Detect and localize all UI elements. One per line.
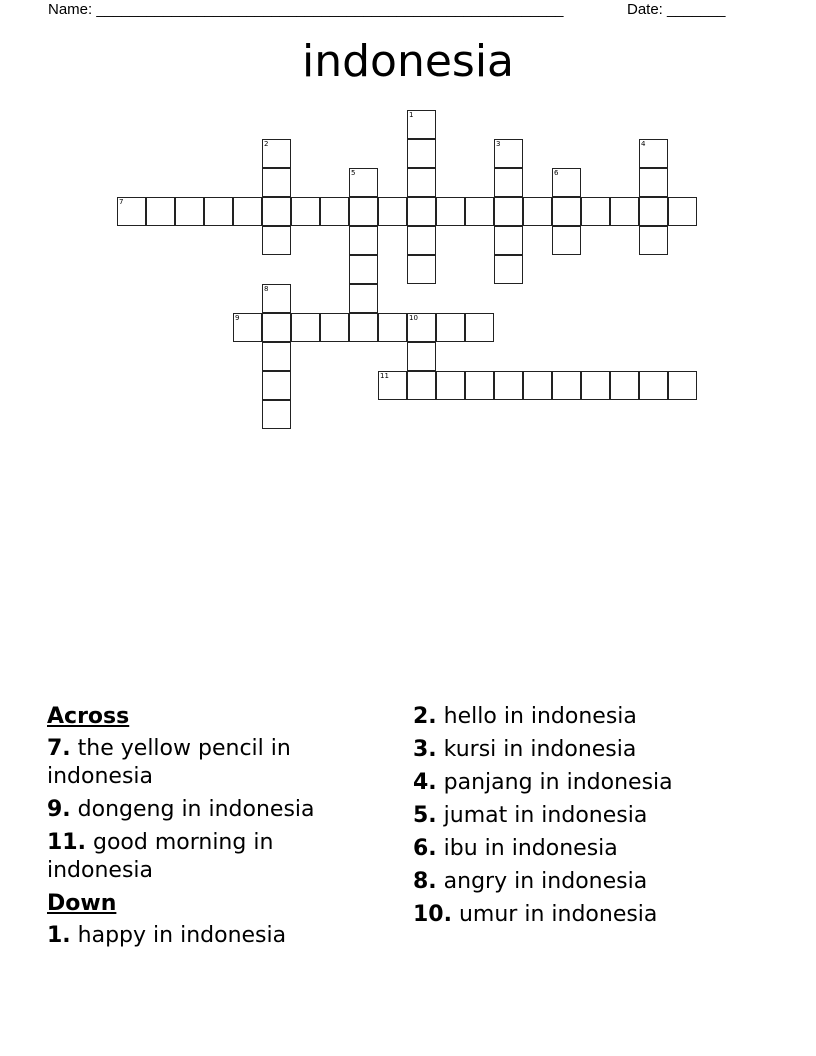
grid-cell	[320, 313, 349, 342]
clue-number: 1.	[47, 923, 71, 948]
grid-cell	[436, 371, 465, 400]
grid-cell	[262, 342, 291, 371]
grid-cell	[407, 313, 436, 342]
grid-cell	[233, 313, 262, 342]
grid-cell	[407, 110, 436, 139]
grid-cell	[407, 371, 436, 400]
clue-number: 8.	[413, 869, 437, 894]
grid-cell	[407, 255, 436, 284]
clue-across-7	[47, 735, 377, 791]
clue-number: 3.	[413, 737, 437, 762]
clue-number-label: 11	[380, 372, 389, 380]
clue-text: jumat in indonesia	[443, 803, 648, 828]
grid-cell	[668, 197, 697, 226]
grid-cell	[407, 342, 436, 371]
clue-number-label: 1	[409, 111, 414, 119]
grid-cell	[494, 139, 523, 168]
clue-text: happy in indonesia	[77, 923, 287, 948]
grid-cell	[494, 371, 523, 400]
grid-cell	[523, 197, 552, 226]
clues-column-left	[47, 703, 377, 955]
clue-text: angry in indonesia	[443, 869, 648, 894]
grid-cell	[262, 139, 291, 168]
clue-number-label: 6	[554, 169, 559, 177]
clues-column-right	[413, 703, 793, 934]
clue-number-label: 3	[496, 140, 501, 148]
grid-cell	[233, 197, 262, 226]
clue-down-5	[413, 802, 793, 830]
grid-cell	[552, 197, 581, 226]
clue-number: 4.	[413, 770, 437, 795]
grid-cell	[494, 255, 523, 284]
clue-down-10	[413, 901, 793, 929]
grid-cell	[291, 313, 320, 342]
grid-cell	[407, 226, 436, 255]
grid-cell	[436, 313, 465, 342]
clue-text: good morning in indonesia	[47, 830, 274, 883]
clue-number-label: 7	[119, 198, 124, 206]
clue-number: 11.	[47, 830, 86, 855]
grid-cell	[349, 197, 378, 226]
grid-cell	[349, 255, 378, 284]
grid-cell	[494, 226, 523, 255]
grid-cell	[320, 197, 349, 226]
name-field: Name: ________________________________________________________	[48, 1, 564, 18]
clue-number-label: 4	[641, 140, 646, 148]
clue-number: 2.	[413, 704, 437, 729]
grid-cell	[465, 313, 494, 342]
grid-cell	[552, 226, 581, 255]
clue-number-label: 10	[409, 314, 418, 322]
clue-down-3	[413, 736, 793, 764]
clue-down-1	[47, 922, 377, 950]
clue-across-9	[47, 796, 377, 824]
clue-number: 6.	[413, 836, 437, 861]
grid-cell	[349, 313, 378, 342]
grid-cell	[552, 371, 581, 400]
grid-cell	[378, 313, 407, 342]
grid-cell	[349, 168, 378, 197]
grid-cell	[117, 197, 146, 226]
grid-cell	[407, 139, 436, 168]
grid-cell	[494, 197, 523, 226]
grid-cell	[407, 168, 436, 197]
clue-text: hello in indonesia	[443, 704, 637, 729]
grid-cell	[465, 371, 494, 400]
grid-cell	[436, 197, 465, 226]
grid-cell	[610, 371, 639, 400]
grid-cell	[262, 371, 291, 400]
grid-cell	[204, 197, 233, 226]
grid-cell	[291, 197, 320, 226]
grid-cell	[668, 371, 697, 400]
clue-text: umur in indonesia	[458, 902, 658, 927]
clue-text: dongeng in indonesia	[77, 797, 315, 822]
clue-across-11	[47, 829, 377, 885]
grid-cell	[407, 197, 436, 226]
grid-cell	[581, 197, 610, 226]
clue-down-2	[413, 703, 793, 731]
grid-cell	[262, 226, 291, 255]
grid-cell	[262, 197, 291, 226]
clue-down-4	[413, 769, 793, 797]
clue-number-label: 9	[235, 314, 240, 322]
grid-cell	[523, 371, 552, 400]
clue-text: panjang in indonesia	[443, 770, 673, 795]
grid-cell	[262, 313, 291, 342]
clue-text: the yellow pencil in indonesia	[47, 736, 291, 789]
grid-cell	[262, 284, 291, 313]
grid-cell	[639, 139, 668, 168]
clue-number: 7.	[47, 736, 71, 761]
clue-down-6	[413, 835, 793, 863]
down-heading: Down	[47, 891, 117, 916]
grid-cell	[175, 197, 204, 226]
clue-text: ibu in indonesia	[443, 836, 618, 861]
clue-number-label: 5	[351, 169, 356, 177]
grid-cell	[349, 284, 378, 313]
grid-cell	[262, 168, 291, 197]
clue-number-label: 8	[264, 285, 269, 293]
grid-cell	[262, 400, 291, 429]
grid-cell	[639, 226, 668, 255]
grid-cell	[146, 197, 175, 226]
clue-down-8	[413, 868, 793, 896]
clue-number: 9.	[47, 797, 71, 822]
grid-cell	[465, 197, 494, 226]
across-heading: Across	[47, 704, 130, 729]
grid-cell	[378, 371, 407, 400]
grid-cell	[639, 371, 668, 400]
grid-cell	[639, 168, 668, 197]
grid-cell	[552, 168, 581, 197]
grid-cell	[581, 371, 610, 400]
clue-text: kursi in indonesia	[443, 737, 637, 762]
grid-cell	[610, 197, 639, 226]
grid-cell	[349, 226, 378, 255]
grid-cell	[378, 197, 407, 226]
grid-cell	[639, 197, 668, 226]
clue-number-label: 2	[264, 140, 269, 148]
page-title: indonesia	[301, 36, 515, 87]
clue-number: 5.	[413, 803, 437, 828]
date-field: Date: _______	[627, 1, 726, 18]
clue-number: 10.	[413, 902, 452, 927]
grid-cell	[494, 168, 523, 197]
